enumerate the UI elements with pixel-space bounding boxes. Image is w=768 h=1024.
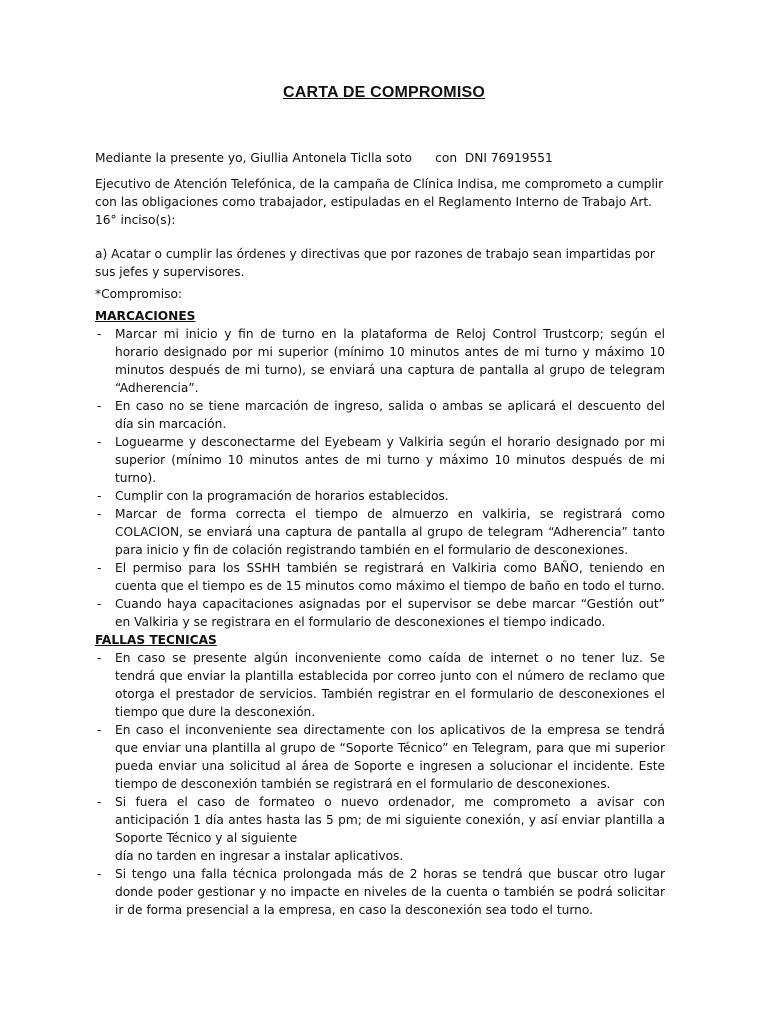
list-item — [95, 721, 665, 793]
list-item-text: Marcar mi inicio y fin de turno en la plataforma de Reloj Control Trustcorp; según el horario designado por mi superior (mínimo 10 minutos antes de mi turno y máximo 10 minutos después de mi turno), se enviará una captura de pantalla al grupo de telegram “Adherencia”. — [115, 327, 665, 395]
list-item — [95, 595, 665, 631]
list-item — [95, 793, 665, 865]
section-heading-marcaciones: MARCACIONES — [95, 309, 196, 323]
list-item-text: Marcar de forma correcta el tiempo de almuerzo en valkiria, se registrará como COLACION, se enviará una captura de pantalla al grupo de telegram “Adherencia” tanto para inicio y fin de colación registrando también en el formulario de desconexiones. — [115, 507, 665, 557]
list-item-continuation: día no tarden en ingresar a instalar aplicativos. — [115, 849, 404, 863]
list-item-text: En caso no se tiene marcación de ingreso, salida o ambas se aplicará el descuento del día sin marcación. — [115, 399, 665, 431]
bullet-dash: - — [97, 507, 102, 521]
list-item-text: El permiso para los SSHH también se registrará en Valkiria como BAÑO, teniendo en cuenta que el tiempo es de 15 minutos como máximo el tiempo de baño en todo el turno. — [115, 561, 665, 593]
bullet-dash: - — [97, 723, 102, 737]
list-item-text: Si fuera el caso de formateo o nuevo ordenador, me comprometo a avisar con anticipación 1 día antes hasta las 5 pm; de mi siguiente conexión, y así enviar plantilla a Soporte Técnico y al siguiente — [115, 795, 665, 845]
list-item — [95, 865, 665, 919]
list-item-text: Loguearme y desconectarme del Eyebeam y Valkiria según el horario designado por mi superior (mínimo 10 minutos antes de mi turno y máximo 10 minutos después de mi turno). — [115, 435, 665, 485]
commitment-statement: Ejecutivo de Atención Telefónica, de la campaña de Clínica Indisa, me comprometo a cumplir con las obligaciones como trabajador, estipuladas en el Reglamento Interno de Trabajo Art. 16° inciso(s): — [95, 177, 664, 227]
bullet-dash: - — [97, 489, 102, 503]
list-item — [95, 397, 665, 433]
document-body — [95, 149, 665, 919]
list-item-text: En caso el inconveniente sea directamente con los aplicativos de la empresa se tendrá que enviar una plantilla al grupo de “Soporte Técnico” en Telegram, para que mi superior pueda enviar una solicitud al área de Soporte e ingresen a solucionar el incidente. Este tiempo de desconexión también se registrará en el formulario de desconexiones. — [115, 723, 665, 791]
list-item — [95, 559, 665, 595]
bullet-dash: - — [97, 327, 102, 341]
clause-a: a) Acatar o cumplir las órdenes y directivas que por razones de trabajo sean impartidas por sus jefes y supervisores. — [95, 247, 655, 279]
list-item — [95, 433, 665, 487]
list-item — [95, 505, 665, 559]
bullet-dash: - — [97, 435, 102, 449]
bullet-dash: - — [97, 597, 102, 611]
marcaciones-list — [95, 325, 665, 631]
bullet-dash: - — [97, 651, 102, 665]
bullet-dash: - — [97, 795, 102, 809]
list-item-text: En caso se presente algún inconveniente como caída de internet o no tener luz. Se tendrá que enviar la plantilla establecida por correo junto con el número de reclamo que otorga el prestador de servicios. También registrar en el formulario de desconexiones el tiempo que dure la desconexión. — [115, 651, 665, 719]
intro-line: Mediante la presente yo, Giullia Antonela Ticlla soto con DNI 76919551 — [95, 151, 553, 165]
fallas-list — [95, 649, 665, 919]
list-item-text: Cumplir con la programación de horarios establecidos. — [115, 489, 449, 503]
list-item-text: Si tengo una falla técnica prolongada más de 2 horas se tendrá que buscar otro lugar donde poder gestionar y no impacte en niveles de la cuenta o también se podrá solicitar ir de forma presencial a la empresa, en caso la desconexión sea todo el turno. — [115, 867, 665, 917]
list-item — [95, 325, 665, 397]
bullet-dash: - — [97, 399, 102, 413]
list-item-text: Cuando haya capacitaciones asignadas por el supervisor se debe marcar “Gestión out” en Valkiria y se registrara en el formulario de desconexiones el tiempo indicado. — [115, 597, 665, 629]
list-item — [95, 649, 665, 721]
list-item — [95, 487, 665, 505]
section-heading-fallas-tecnicas: FALLAS TECNICAS — [95, 633, 217, 647]
bullet-dash: - — [97, 561, 102, 575]
bullet-dash: - — [97, 867, 102, 881]
document-title: CARTA DE COMPROMISO — [282, 84, 486, 101]
compromiso-label: *Compromiso: — [95, 287, 183, 301]
